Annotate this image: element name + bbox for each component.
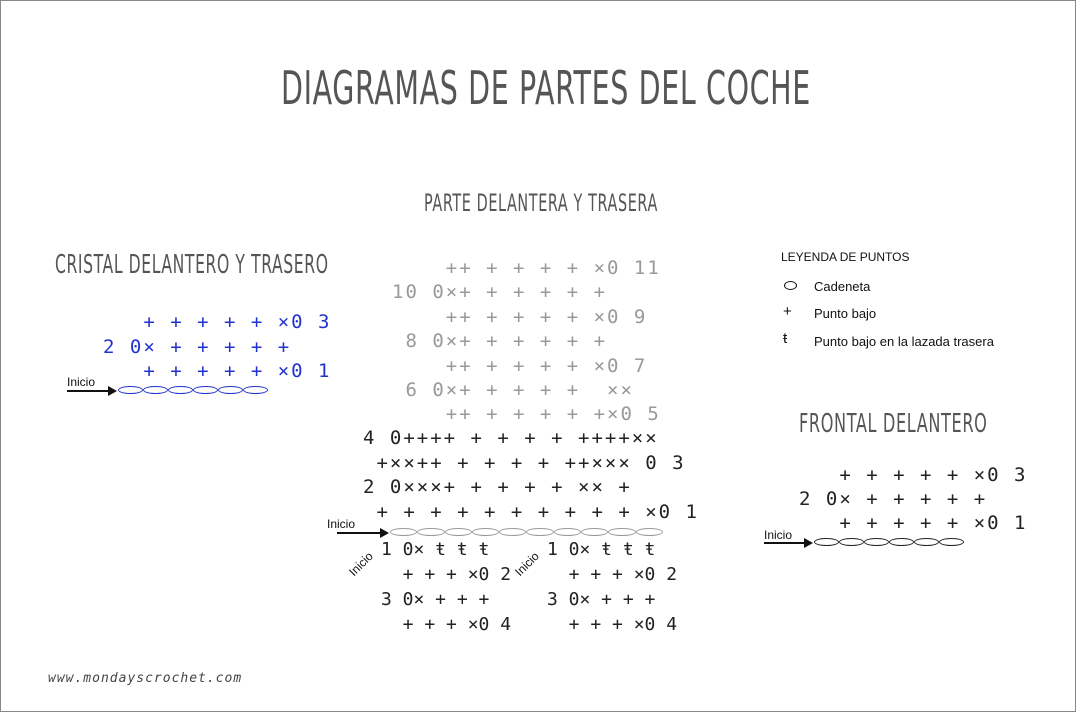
legend-title: LEYENDA DE PUNTOS: [781, 250, 910, 264]
stitch-row: 1 0× ŧ ŧ ŧ: [547, 539, 656, 560]
chain-stitch-icon: [914, 538, 939, 546]
chain-stitch-icon: [939, 538, 964, 546]
chain-stitch-icon: [526, 528, 553, 536]
back-loop-single-crochet-icon: ŧ: [783, 330, 788, 347]
stitch-row: + + + ×0 2: [547, 564, 678, 585]
chain-stitch-icon: [864, 538, 889, 546]
stitch-row: ++ + + + + ×0 7: [392, 354, 648, 377]
chain-stitch-icon: [554, 528, 581, 536]
stitch-row: 4 0++++ + + + + ++++××: [363, 427, 659, 449]
section-title-front: FRONTAL DELANTERO: [799, 409, 988, 439]
chain-stitch-icon: [499, 528, 526, 536]
legend-label: Cadeneta: [814, 279, 871, 294]
chain-stitch-icon: [143, 386, 168, 394]
page-title: DIAGRAMAS DE PARTES DEL COCHE: [281, 61, 811, 115]
foundation-chain: [814, 538, 964, 546]
chain-stitch-icon: [636, 528, 663, 536]
chain-stitch-icon: [218, 386, 243, 394]
chain-stitch-icon: [608, 528, 635, 536]
single-crochet-icon: +: [783, 303, 792, 320]
stitch-row: + + + + + ×0 3: [103, 311, 332, 333]
chain-icon: [784, 281, 797, 290]
section-title-window: CRISTAL DELANTERO Y TRASERO: [55, 250, 329, 280]
chain-stitch-icon: [193, 386, 218, 394]
chain-stitch-icon: [581, 528, 608, 536]
stitch-row: + + + + + ×0 3: [799, 464, 1028, 486]
start-label: Inicio: [327, 517, 356, 531]
chain-stitch-icon: [445, 528, 472, 536]
stitch-row: ++ + + + + ×0 9: [392, 305, 648, 328]
foundation-chain: [118, 386, 268, 394]
start-label: Inicio: [346, 549, 376, 579]
stitch-row: +××++ + + + + ++××× 0 3: [363, 451, 686, 474]
section-title-main: PARTE DELANTERA Y TRASERA: [424, 189, 658, 217]
stitch-row: 8 0×+ + + + + +: [392, 330, 608, 353]
stitch-row: 2 0× + + + + +: [103, 336, 292, 358]
stitch-row: 10 0×+ + + + + +: [392, 281, 608, 304]
stitch-row: + + + + + + + + + + ×0 1: [363, 501, 699, 524]
footer-url: www.mondayscrochet.com: [48, 671, 243, 686]
stitch-row: + + + ×0 4: [381, 614, 512, 635]
start-label: Inicio: [67, 375, 96, 389]
stitch-row: 6 0×+ + + + + ××: [392, 379, 634, 401]
stitch-row: ++ + + + + +×0 5: [392, 403, 661, 426]
chain-stitch-icon: [814, 538, 839, 546]
stitch-row: 1 0× ŧ ŧ ŧ: [381, 539, 490, 560]
stitch-row: + + + + + ×0 1: [103, 360, 332, 382]
stitch-row: 2 0× + + + + +: [799, 488, 988, 510]
legend-label: Punto bajo: [814, 306, 877, 321]
start-arrow-icon: [337, 532, 387, 534]
stitch-row: ++ + + + + ×0 11: [392, 257, 661, 279]
stitch-row: + + + ×0 4: [547, 614, 678, 635]
stitch-row: + + + + + ×0 1: [799, 512, 1028, 534]
chain-stitch-icon: [168, 386, 193, 394]
stitch-row: 2 0×××+ + + + + ×× +: [363, 476, 632, 499]
legend-label: Punto bajo en la lazada trasera: [814, 334, 994, 349]
start-arrow-icon: [764, 542, 811, 544]
start-arrow-icon: [67, 390, 115, 392]
start-label: Inicio: [764, 528, 793, 542]
chain-stitch-icon: [390, 528, 417, 536]
foundation-chain: [390, 528, 663, 536]
stitch-row: + + + ×0 2: [381, 564, 512, 585]
chain-stitch-icon: [417, 528, 444, 536]
stitch-row: 3 0× + + +: [547, 589, 656, 610]
stitch-row: 3 0× + + +: [381, 589, 490, 610]
chain-stitch-icon: [243, 386, 268, 394]
start-label: Inicio: [512, 549, 542, 579]
chain-stitch-icon: [839, 538, 864, 546]
chain-stitch-icon: [889, 538, 914, 546]
chain-stitch-icon: [472, 528, 499, 536]
chain-stitch-icon: [118, 386, 143, 394]
